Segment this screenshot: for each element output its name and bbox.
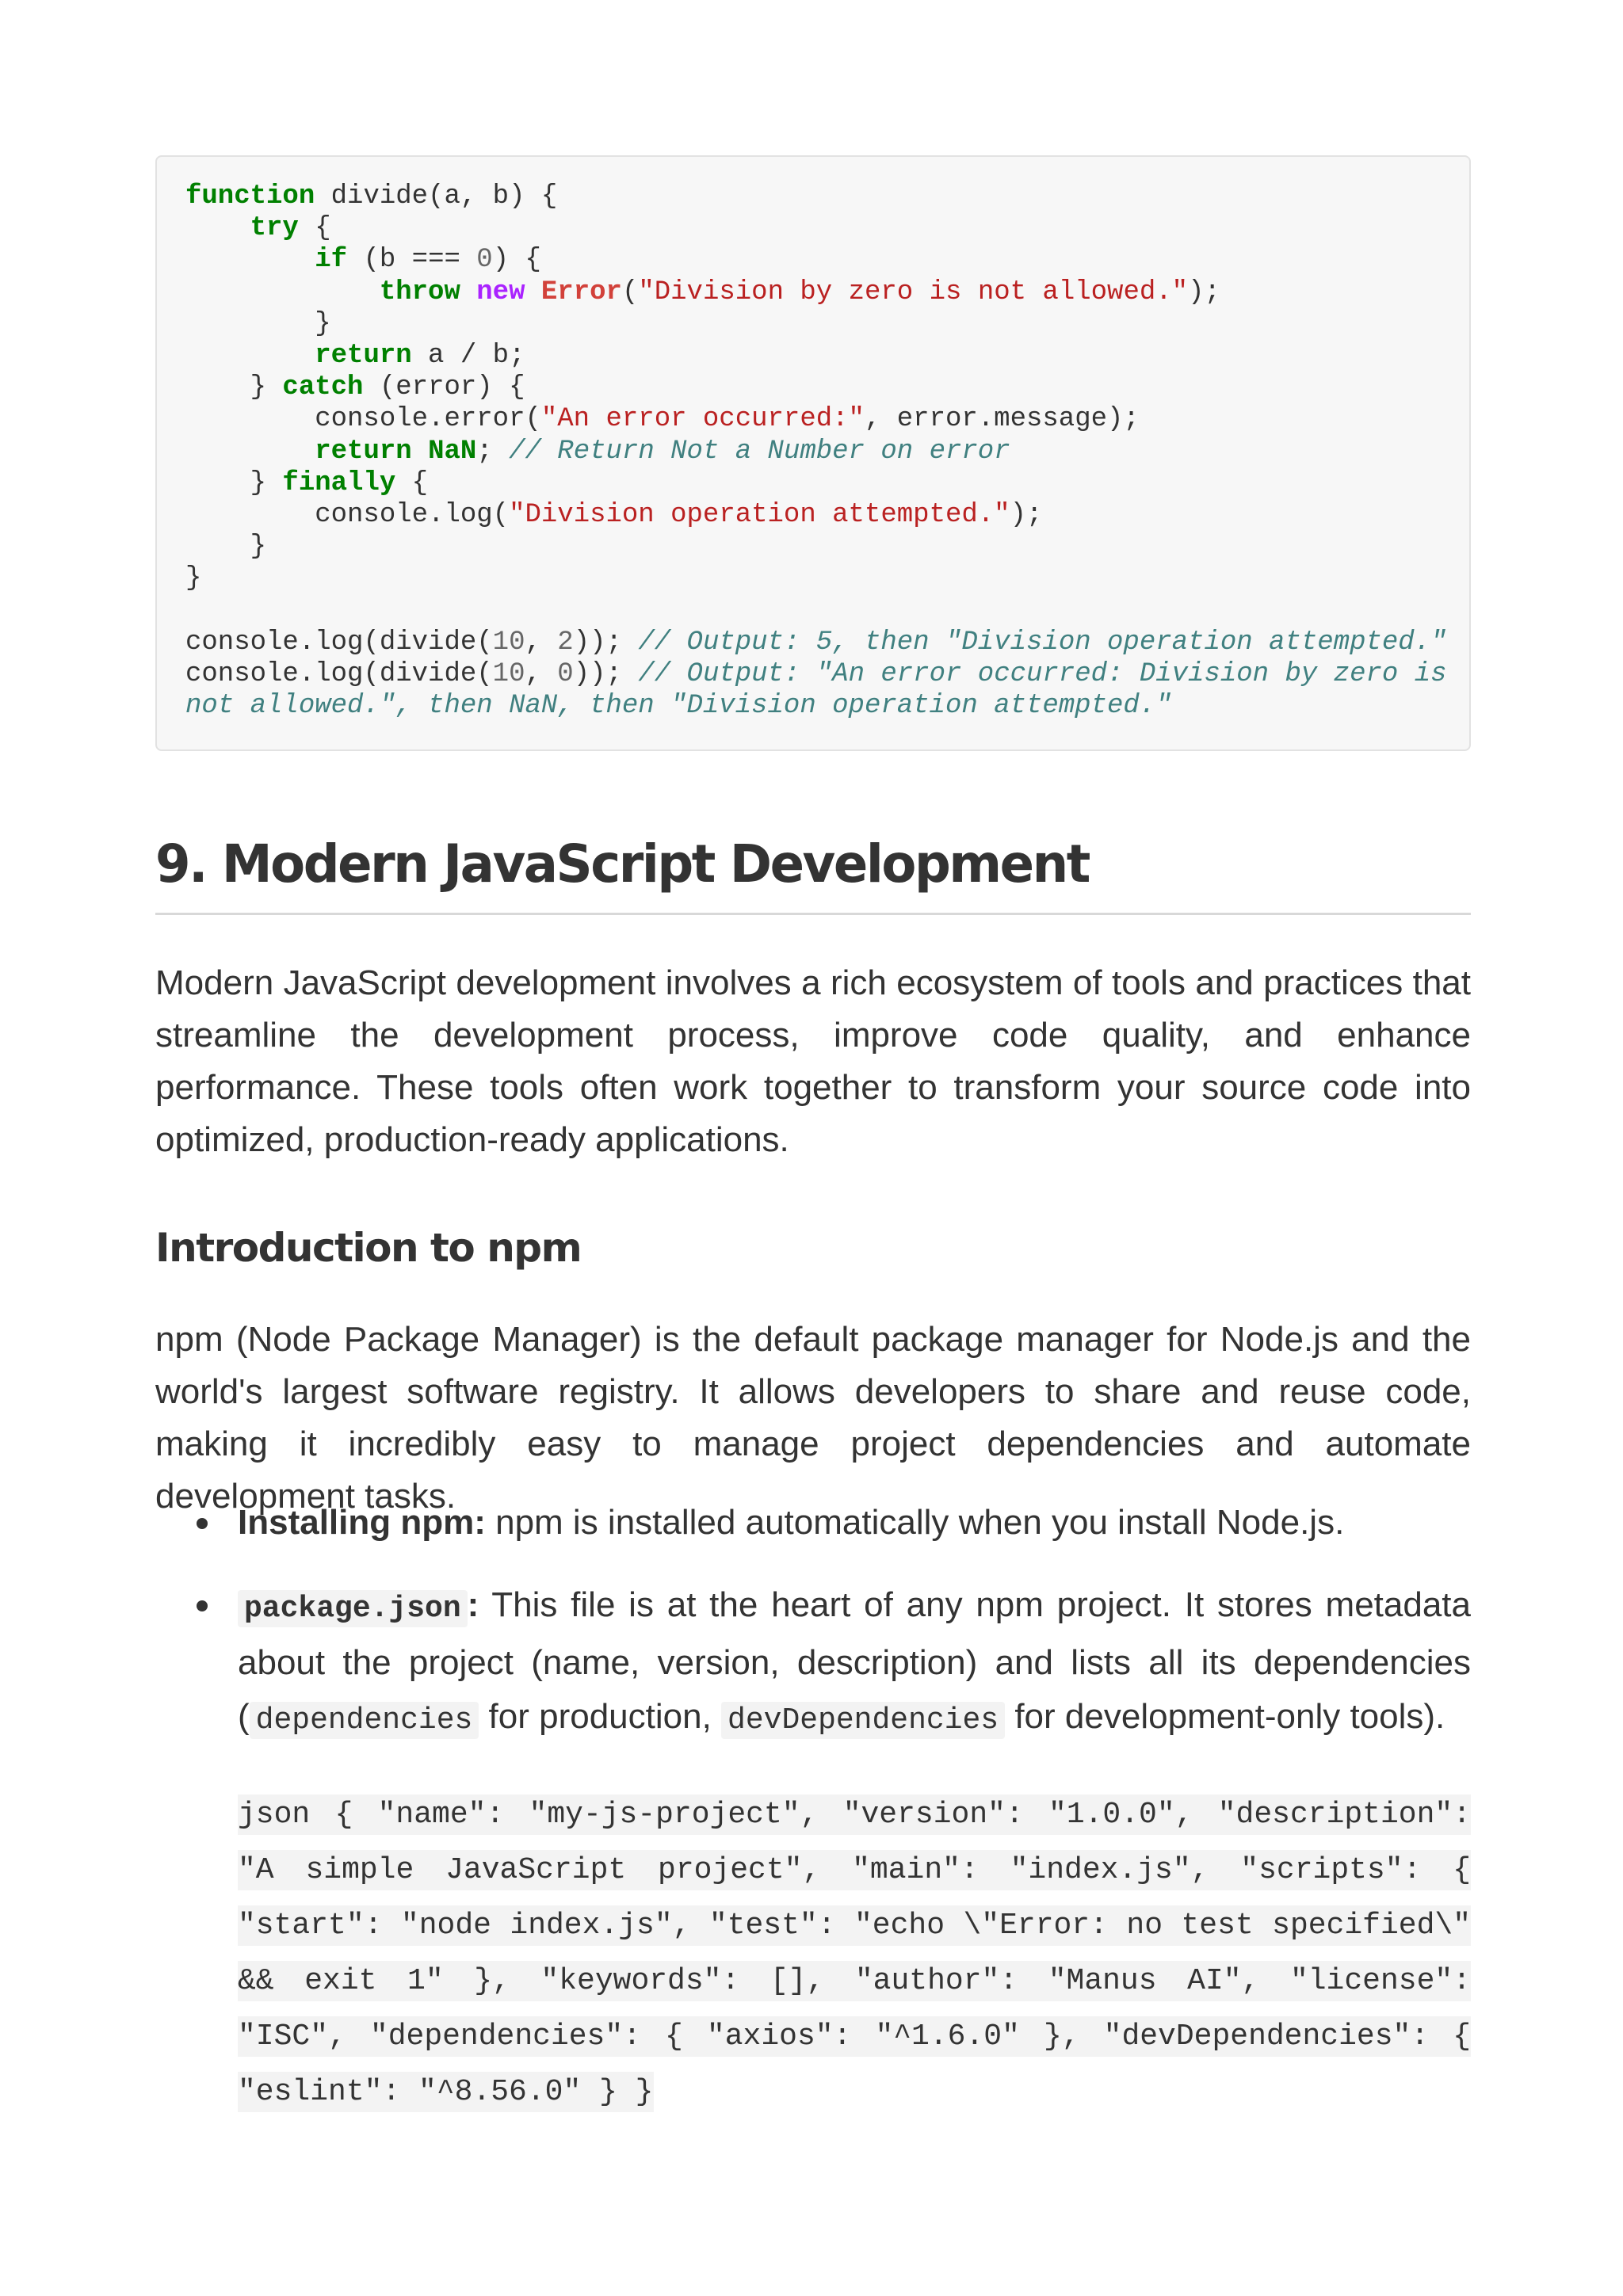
bullet-body-part1: This file is at the heart of any npm project. It stores metadata about the project (name, version, description) and lists all its dependencies ( xyxy=(238,1585,1471,1736)
code-token: , error.message); xyxy=(864,404,1140,435)
code-line xyxy=(185,437,1010,467)
bullet-body-part3: for development-only tools). xyxy=(1005,1697,1445,1736)
code-token: } xyxy=(185,467,283,498)
code-token: Error xyxy=(540,277,622,307)
code-token: } xyxy=(185,532,267,563)
code-line xyxy=(185,659,1447,689)
list-item xyxy=(155,1578,1471,1748)
code-token xyxy=(185,245,315,275)
code-token: )); xyxy=(573,659,639,690)
bullet-text xyxy=(238,1578,1471,1748)
code-listing xyxy=(185,181,1447,722)
code-token: console.log( xyxy=(185,500,510,531)
code-token xyxy=(185,437,315,467)
code-token xyxy=(525,277,541,307)
bullet-text xyxy=(238,1496,1471,1550)
code-line xyxy=(185,627,1447,658)
code-token: } xyxy=(185,563,202,594)
code-token: NaN xyxy=(428,436,477,467)
code-token xyxy=(460,277,476,307)
code-token: return xyxy=(315,341,412,372)
code-token: , xyxy=(525,659,558,690)
code-token: "Division by zero is not allowed." xyxy=(638,277,1189,307)
code-token: ); xyxy=(1010,500,1043,531)
inline-code-package-json: package.json xyxy=(238,1590,468,1627)
code-token: (b === xyxy=(347,245,477,276)
bullet-dot-icon xyxy=(197,1600,208,1611)
bullet-colon: : xyxy=(467,1585,479,1624)
code-token: finally xyxy=(282,467,396,498)
code-token: 10 xyxy=(492,659,525,690)
code-line xyxy=(185,563,201,593)
json-example xyxy=(238,1787,1471,2120)
code-token: return xyxy=(315,436,412,467)
code-token: )); xyxy=(573,627,639,658)
json-example-text: json { "name": "my-js-project", "version": "1.0.0", "description": "A simple JavaScript project", "main": "index.js", "scripts": { "start": "node index.js", "test": "echo \"Error: no test specified\" && exit 1" }, "keywords": [], "author": "Manus AI", "license": "ISC", "dependencies": { "axios": "^1.6.0" }, "devDependencies": { "eslint": "^8.56.0" } } xyxy=(238,1794,1471,2112)
code-token: new xyxy=(476,277,525,307)
code-token: divide(a, b) { xyxy=(315,181,558,212)
code-token: a / b; xyxy=(411,341,525,372)
code-token: function xyxy=(185,181,315,212)
code-token: (error) { xyxy=(363,372,525,403)
code-token xyxy=(185,213,250,243)
code-token: // Return Not a Number on error xyxy=(509,436,1010,467)
bullet-body: npm is installed automatically when you install Node.js. xyxy=(485,1503,1345,1542)
section-divider xyxy=(155,913,1471,915)
npm-heading: Introduction to npm xyxy=(155,1225,582,1271)
code-line xyxy=(185,372,525,402)
code-token: "An error occurred:" xyxy=(540,404,865,435)
code-token: { xyxy=(298,213,331,244)
code-token xyxy=(185,277,380,307)
bullet-dot-icon xyxy=(197,1518,208,1529)
code-token: 0 xyxy=(476,245,493,276)
code-token: 2 xyxy=(557,627,574,658)
code-token: } xyxy=(185,308,331,339)
code-token xyxy=(412,437,428,467)
code-token: try xyxy=(250,213,299,244)
code-token: console.log(divide( xyxy=(185,659,493,690)
code-token: not allowed.", then NaN, then "Division operation attempted." xyxy=(185,691,1172,722)
section-title: 9. Modern JavaScript Development xyxy=(155,833,1089,894)
code-line xyxy=(185,691,1172,721)
code-token: console.log(divide( xyxy=(185,627,493,658)
inline-code-devdependencies: devDependencies xyxy=(721,1702,1005,1739)
npm-intro-paragraph: npm (Node Package Manager) is the default package manager for Node.js and the world's largest software registry. It allows developers to share and reuse code, making it incredibly easy to manage project dependencies and automate development tasks. xyxy=(155,1320,1471,1516)
code-line xyxy=(185,532,266,562)
code-token: } xyxy=(185,372,283,403)
npm-bullet-list xyxy=(155,1496,1471,1776)
code-token: // Output: 5, then "Division operation attempted." xyxy=(638,627,1447,658)
code-token: 0 xyxy=(557,659,574,690)
code-token: // Output: "An error occurred: Division by zero is xyxy=(638,659,1447,690)
list-item xyxy=(155,1496,1471,1550)
bullet-label: Installing npm: xyxy=(238,1503,486,1542)
code-token: console.error( xyxy=(185,404,541,435)
code-line xyxy=(185,213,331,243)
code-token: 10 xyxy=(492,627,525,658)
code-line xyxy=(185,181,557,212)
code-line xyxy=(185,341,525,371)
code-line xyxy=(185,468,428,498)
code-line xyxy=(185,309,331,339)
inline-code-dependencies: dependencies xyxy=(250,1702,479,1739)
code-token: { xyxy=(395,467,429,498)
code-line xyxy=(185,500,1042,530)
code-token: ) { xyxy=(492,245,541,276)
code-line xyxy=(185,404,1140,434)
code-token xyxy=(185,341,315,371)
code-token: if xyxy=(315,245,348,276)
code-token: ; xyxy=(476,436,510,467)
code-token: throw xyxy=(379,277,460,307)
code-token: ( xyxy=(621,277,639,307)
code-token: , xyxy=(525,627,558,658)
code-line xyxy=(185,245,541,275)
code-token: catch xyxy=(282,372,364,403)
code-block-divide-example xyxy=(155,155,1471,751)
bullet-body-part2: for production, xyxy=(479,1697,722,1736)
code-token: "Division operation attempted." xyxy=(509,500,1010,531)
code-line xyxy=(185,277,1220,307)
code-token: ); xyxy=(1188,277,1220,307)
section-intro-paragraph: Modern JavaScript development involves a rich ecosystem of tools and practices that streamline the development process, improve code quality, and enhance performance. These tools often work together to transform your source code into optimized, production-ready applications. xyxy=(155,963,1471,1159)
